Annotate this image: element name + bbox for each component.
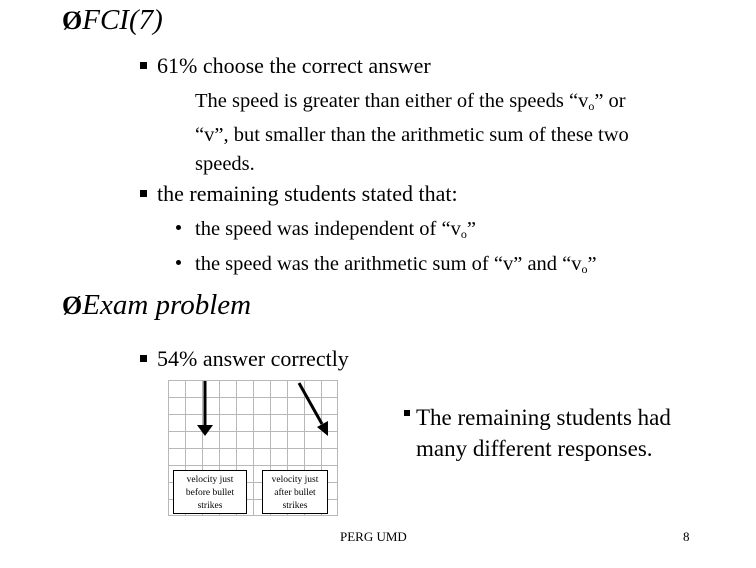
- caption-velocity-before: velocity just before bullet strikes: [173, 470, 247, 514]
- footer-label: PERG UMD: [340, 529, 407, 544]
- bullet-exam-correct-text: 54% answer correctly: [157, 346, 349, 371]
- heading-fci: [62, 4, 163, 37]
- square-bullet-icon: [140, 62, 147, 69]
- bullet-exam-correct: [140, 346, 349, 372]
- page-number: 8: [683, 529, 690, 544]
- square-bullet-icon: [404, 410, 410, 416]
- caption-velocity-after: velocity just after bullet strikes: [262, 470, 328, 514]
- remaining-responses-note: The remaining students had many different responses.: [404, 402, 734, 464]
- bullet-remaining-students: [140, 181, 458, 207]
- answer-description-line2: “v”, but smaller than the arithmetic sum of these two: [195, 124, 629, 146]
- heading-exam-problem: [62, 289, 251, 322]
- square-bullet-icon: [140, 190, 147, 197]
- heading-exam-problem-text: Exam problem: [82, 289, 252, 321]
- answer-description: [195, 87, 735, 179]
- sub-item: the speed was the arithmetic sum of “v” and “$v_o$”: [176, 253, 597, 277]
- answer-description-line3: speeds.: [195, 153, 255, 175]
- arrow-bullet-icon: Ø: [62, 6, 83, 35]
- velocity-after-arrow: [299, 383, 328, 436]
- sub-item: the speed was independent of “$v_o$”: [176, 218, 476, 242]
- heading-fci-text: FCI(7): [82, 4, 163, 36]
- velocity-before-arrow: [197, 381, 213, 436]
- velocity-diagram: [168, 380, 338, 516]
- bullet-correct-answer: [140, 53, 431, 79]
- bullet-remaining-students-text: the remaining students stated that:: [157, 181, 458, 206]
- square-bullet-icon: [140, 355, 147, 362]
- dot-bullet-icon: [176, 225, 181, 230]
- bullet-correct-answer-text: 61% choose the correct answer: [157, 53, 431, 78]
- arrow-bullet-icon: Ø: [62, 291, 83, 320]
- answer-description-line1: The speed is greater than either of the speeds “$v_o$” or: [195, 90, 626, 113]
- dot-bullet-icon: [176, 260, 181, 265]
